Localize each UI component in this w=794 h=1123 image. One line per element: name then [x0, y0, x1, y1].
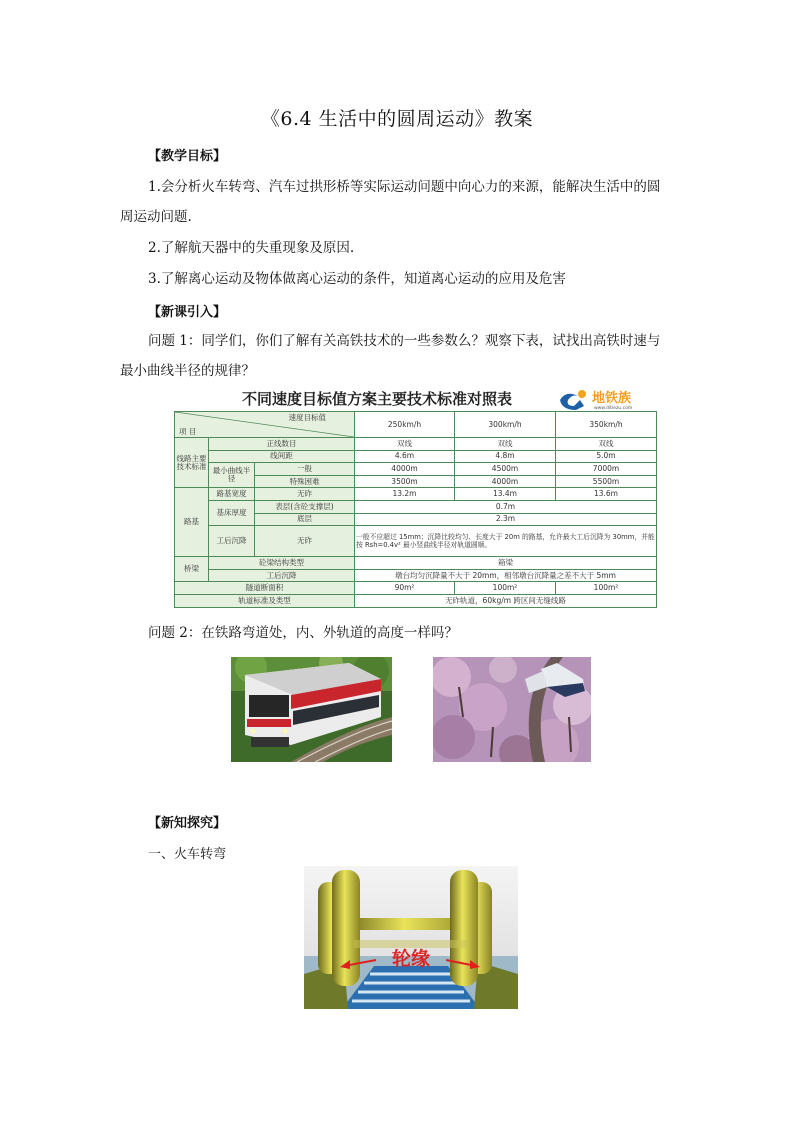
table-cell: 双线	[455, 438, 556, 451]
row-label: 最小曲线半径	[209, 463, 255, 488]
row-label: 表层(含砼支撑层)	[255, 500, 355, 513]
table-cell: 双线	[556, 438, 657, 451]
question-1-line-1: 问题 1：同学们，你们了解有关高铁技术的一些参数么？观察下表，试找出高铁时速与	[148, 333, 661, 349]
table-cell: 13.2m	[355, 488, 455, 501]
table-cell: 4.6m	[355, 450, 455, 463]
table-cell: 无砟轨道，60kg/m 跨区间无缝线路	[355, 594, 657, 607]
row-label: 线间距	[209, 450, 355, 463]
train-curve-photo	[231, 657, 392, 762]
table-cell: 100m²	[556, 582, 657, 595]
page-title: 《6.4 生活中的圆周运动》教案	[260, 108, 534, 130]
explore-heading: 【新知探究】	[148, 816, 227, 831]
row-label: 工后沉降	[209, 526, 255, 557]
table-cell: 双线	[355, 438, 455, 451]
row-label: 基床厚度	[209, 500, 255, 525]
goals-heading: 【教学目标】	[148, 149, 227, 164]
train-blossom-photo	[433, 657, 591, 762]
goal-3: 3.了解离心运动及物体做离心运动的条件，知道离心运动的应用及危害	[148, 271, 566, 287]
group-subgrade: 路基	[175, 488, 209, 557]
ditiezu-logo	[558, 386, 654, 412]
table-cell: 3500m	[355, 475, 455, 488]
svg-text:地铁族: 地铁族	[592, 391, 632, 406]
row-label: 特殊困难	[255, 475, 355, 488]
tech-standard-table-image	[172, 386, 658, 608]
speed-350: 350km/h	[556, 412, 657, 438]
question-1-line-2: 最小曲线半径的规律？	[120, 363, 255, 379]
subsection-train-turning: 一、火车转弯	[148, 847, 227, 862]
header-diagonal-cell: 速度目标值 项 目	[175, 412, 355, 438]
table-title: 不同速度目标值方案主要技术标准对照表	[242, 390, 513, 408]
group-bridge: 桥梁	[175, 557, 209, 582]
row-label: 砼梁结构类型	[209, 557, 355, 570]
intro-heading: 【新课引入】	[148, 305, 227, 320]
table-cell: 4000m	[355, 463, 455, 476]
table-cell: 一般不应超过 15mm；沉降比较均匀、长度大于 20m 的路基，允许最大工后沉降为 30mm，并能按 Rsh=0.4v² 最小竖曲线半径对轨道圆顺。	[355, 526, 657, 557]
table-cell: 13.6m	[556, 488, 657, 501]
goal-1-line-1: 1.会分析火车转弯、汽车过拱形桥等实际运动问题中向心力的来源，能解决生活中的圆	[148, 179, 661, 195]
goal-1-line-2: 周运动问题.	[120, 209, 192, 225]
row-label: 底层	[255, 513, 355, 526]
table-cell: 7000m	[556, 463, 657, 476]
row-label: 正线数目	[209, 438, 355, 451]
table-cell: 2.3m	[355, 513, 657, 526]
table-cell: 墩台均匀沉降量不大于 20mm，相邻墩台沉降量之差不大于 5mm	[355, 569, 657, 582]
table-cell: 90m²	[355, 582, 455, 595]
table-cell: 0.7m	[355, 500, 657, 513]
table-cell: 13.4m	[455, 488, 556, 501]
standards-table	[174, 411, 657, 608]
row-label: 一般	[255, 463, 355, 476]
speed-250: 250km/h	[355, 412, 455, 438]
table-cell: 5500m	[556, 475, 657, 488]
table-cell: 箱梁	[355, 557, 657, 570]
row-label: 工后沉降	[209, 569, 355, 582]
table-cell: 4500m	[455, 463, 556, 476]
row-label: 无砟	[255, 526, 355, 557]
table-cell: 5.0m	[556, 450, 657, 463]
speed-300: 300km/h	[455, 412, 556, 438]
wheel-flange-label: 轮缘	[391, 948, 431, 970]
row-label: 轨道标准及类型	[175, 594, 355, 607]
row-label: 隧道断面积	[175, 582, 355, 595]
question-2: 问题 2：在铁路弯道处，内、外轨道的高度一样吗？	[148, 625, 458, 641]
group-line: 线路主要技术标准	[175, 438, 209, 488]
table-cell: 4000m	[455, 475, 556, 488]
svg-text:www.ditiezu.com: www.ditiezu.com	[594, 406, 633, 411]
table-cell: 4.8m	[455, 450, 556, 463]
goal-2: 2.了解航天器中的失重现象及原因.	[148, 240, 355, 256]
row-label: 无砟	[255, 488, 355, 501]
wheel-flange-diagram	[304, 866, 518, 1009]
table-cell: 100m²	[455, 582, 556, 595]
row-label: 路基宽度	[209, 488, 255, 501]
